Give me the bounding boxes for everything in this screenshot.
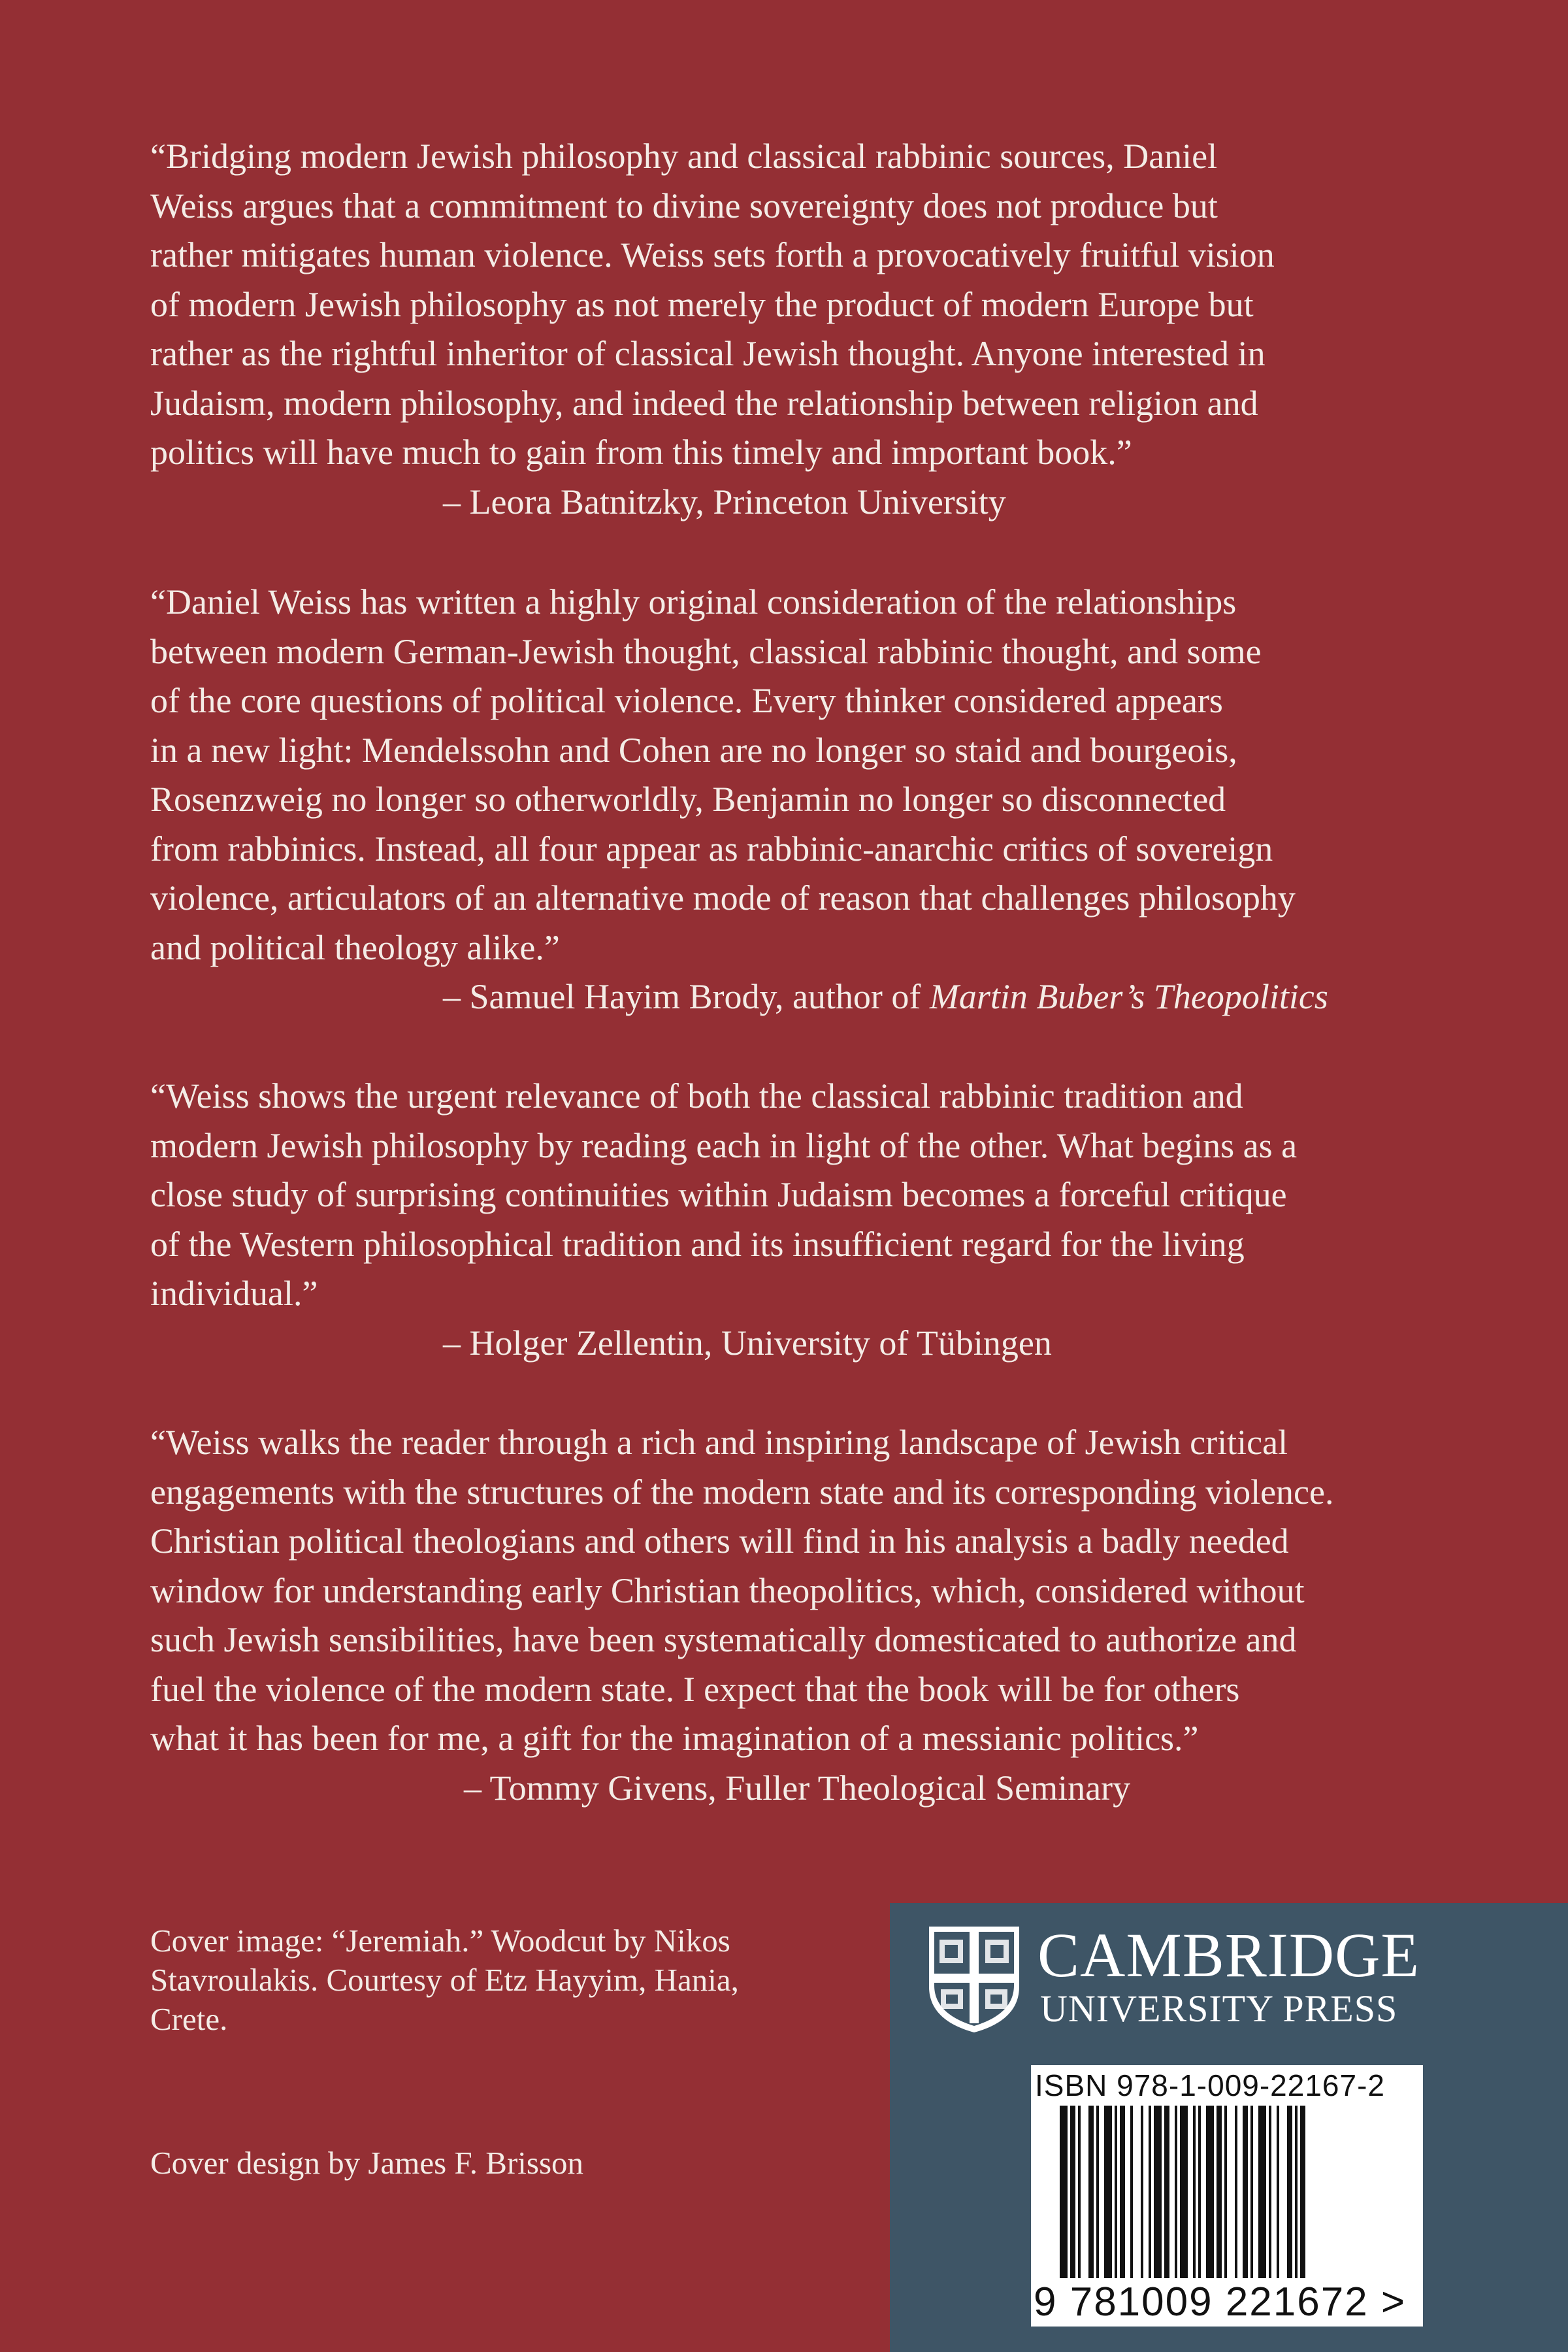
quote-line: “Bridging modern Jewish philosophy and classical rabbinic sources, Daniel xyxy=(150,137,1218,176)
quote-attribution: – Tommy Givens, Fuller Theological Seminary xyxy=(464,1768,1131,1808)
credit-line: Crete. xyxy=(150,2001,228,2037)
quote-line: in a new light: Mendelssohn and Cohen are no longer so staid and bourgeois, xyxy=(150,730,1237,770)
quote-line: rather mitigates human violence. Weiss sets forth a provocatively fruitful vision xyxy=(150,235,1275,274)
barcode-bar xyxy=(1287,2106,1292,2278)
cover-image-credit xyxy=(150,1921,843,2039)
quote-line: rather as the rightful inheritor of classical Jewish thought. Anyone interested in xyxy=(150,334,1266,373)
barcode-bar xyxy=(1088,2106,1094,2278)
quote-attribution: – Leora Batnitzky, Princeton University xyxy=(443,482,1006,522)
quote-line: from rabbinics. Instead, all four appear as rabbinic-anarchic critics of sovereign xyxy=(150,829,1273,869)
barcode-bar xyxy=(1120,2106,1125,2278)
quote-line: and political theology alike.” xyxy=(150,927,560,967)
barcode-bar xyxy=(1250,2106,1253,2278)
quote-line: Rosenzweig no longer so otherworldly, Benjamin no longer so disconnected xyxy=(150,780,1226,819)
quote-line: fuel the violence of the modern state. I expect that the book will be for others xyxy=(150,1669,1240,1709)
quote-line: “Weiss walks the reader through a rich and inspiring landscape of Jewish critical xyxy=(150,1423,1288,1462)
barcode-bar xyxy=(1149,2106,1151,2278)
barcode-bar xyxy=(1180,2106,1188,2278)
endorsement-givens xyxy=(150,1418,1444,1813)
barcode-bar xyxy=(1078,2106,1081,2278)
barcode-bar xyxy=(1104,2106,1112,2278)
barcode-bar xyxy=(1164,2106,1169,2278)
quote-line: such Jewish sensibilities, have been systematically domesticated to authorize and xyxy=(150,1620,1297,1659)
quote-line: engagements with the structures of the modern state and its corresponding violence. xyxy=(150,1472,1334,1512)
barcode-bar xyxy=(1224,2106,1227,2278)
quote-line: individual.” xyxy=(150,1274,318,1313)
cambridge-shield-icon xyxy=(926,1924,1022,2034)
credit-line: Stavroulakis. Courtesy of Etz Hayyim, Hania, xyxy=(150,1962,739,1998)
quote-line: Judaism, modern philosophy, and indeed the relationship between religion and xyxy=(150,383,1258,423)
barcode-bar xyxy=(1277,2106,1279,2278)
quote-line: “Daniel Weiss has written a highly original consideration of the relationships xyxy=(150,582,1237,621)
barcode-bar xyxy=(1070,2106,1075,2278)
barcode-digits: 9 781009 221672 > xyxy=(1034,2279,1407,2325)
barcode-bar xyxy=(1096,2106,1099,2278)
endorsement-batnitzky xyxy=(150,132,1444,527)
quote-line: Weiss argues that a commitment to divine sovereignty does not produce but xyxy=(150,186,1218,225)
quote-attribution: – Holger Zellentin, University of Tübingen xyxy=(443,1323,1052,1363)
quote-line: politics will have much to gain from this timely and important book.” xyxy=(150,433,1132,472)
quote-line: violence, articulators of an alternative mode of reason that challenges philosophy xyxy=(150,878,1296,918)
barcode-bar xyxy=(1217,2106,1222,2278)
publisher-name: CAMBRIDGE xyxy=(1037,1920,1420,1990)
barcode-bar xyxy=(1130,2106,1133,2278)
quote-line: between modern German-Jewish thought, classical rabbinic thought, and some xyxy=(150,631,1262,671)
barcode-bar xyxy=(1198,2106,1201,2278)
quote-line: close study of surprising continuities within Judaism becomes a forceful critique xyxy=(150,1175,1287,1214)
barcode-bar xyxy=(1115,2106,1117,2278)
barcode-bar xyxy=(1175,2106,1177,2278)
quote-line: Christian political theologians and others will find in his analysis a badly needed xyxy=(150,1521,1289,1561)
attribution-text: – Samuel Hayim Brody, author of xyxy=(443,977,930,1016)
barcode-bar xyxy=(1243,2106,1248,2278)
quote-line: of modern Jewish philosophy as not merely the product of modern Europe but xyxy=(150,284,1254,324)
barcode-bar xyxy=(1258,2106,1266,2278)
barcode-bar xyxy=(1269,2106,1271,2278)
quote-attribution xyxy=(150,972,1444,1022)
barcode-bar xyxy=(1235,2106,1237,2278)
publisher-panel xyxy=(890,1903,1568,2352)
quote-line: modern Jewish philosophy by reading each in light of the other. What begins as a xyxy=(150,1125,1298,1165)
quote-line: window for understanding early Christian theopolitics, which, considered without xyxy=(150,1570,1305,1610)
isbn-barcode xyxy=(1031,2065,1423,2327)
cover-design-credit: Cover design by James F. Brisson xyxy=(150,2145,584,2181)
endorsement-brody xyxy=(150,578,1444,1022)
barcode-bar xyxy=(1206,2106,1214,2278)
barcode-bar xyxy=(1060,2106,1068,2278)
credit-line: Cover image: “Jeremiah.” Woodcut by Nikos xyxy=(150,1923,730,1959)
barcode-bar xyxy=(1154,2106,1162,2278)
isbn-label: ISBN 978-1-009-22167-2 xyxy=(1035,2068,1385,2102)
publisher-subtitle: UNIVERSITY PRESS xyxy=(1040,1987,1398,2030)
quote-line: of the core questions of political violence. Every thinker considered appears xyxy=(150,681,1223,720)
barcode-bar xyxy=(1300,2106,1305,2278)
barcode-bar xyxy=(1295,2106,1298,2278)
endorsement-zellentin xyxy=(150,1072,1444,1368)
barcode-bar xyxy=(1141,2106,1143,2278)
attribution-book-title: Martin Buber’s Theopolitics xyxy=(929,977,1328,1016)
quote-line: what it has been for me, a gift for the imagination of a messianic politics.” xyxy=(150,1719,1199,1758)
quote-line: of the Western philosophical tradition and its insufficient regard for the living xyxy=(150,1224,1245,1264)
quote-line: “Weiss shows the urgent relevance of both the classical rabbinic tradition and xyxy=(150,1076,1243,1116)
barcode-bar xyxy=(1193,2106,1196,2278)
